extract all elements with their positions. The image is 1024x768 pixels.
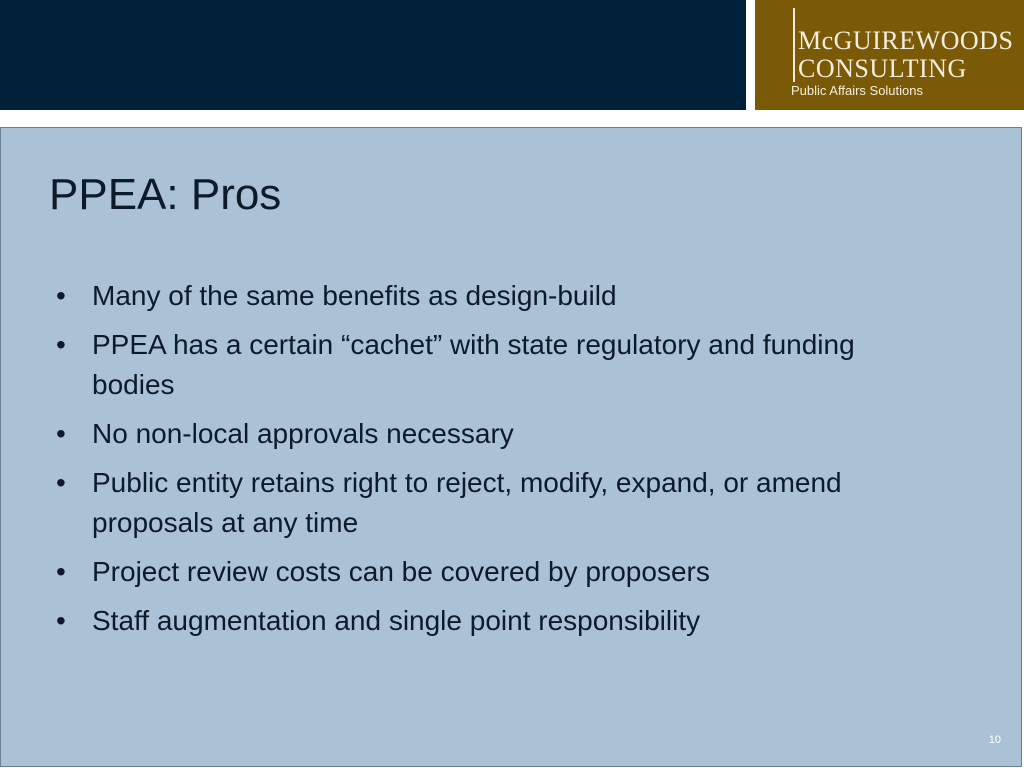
bullet-text: Staff augmentation and single point responsibility bbox=[92, 605, 701, 636]
bullet-text: PPEA has a certain “cachet” with state regulatory and funding bodies bbox=[92, 329, 855, 400]
bullet-text: Many of the same benefits as design-build bbox=[92, 280, 617, 311]
logo-divider bbox=[793, 8, 795, 82]
bullet-text: Project review costs can be covered by proposers bbox=[92, 556, 710, 587]
bullet-item bbox=[56, 276, 936, 316]
bullet-marker: • bbox=[56, 556, 66, 587]
bullet-marker: • bbox=[56, 418, 66, 449]
header-bar bbox=[0, 0, 746, 110]
company-logo bbox=[755, 0, 1024, 110]
bullet-item bbox=[56, 601, 936, 641]
logo-tagline: Public Affairs Solutions bbox=[791, 83, 923, 98]
bullet-item bbox=[56, 463, 936, 543]
bullet-marker: • bbox=[56, 605, 66, 636]
bullet-item bbox=[56, 325, 936, 405]
bullet-marker: • bbox=[56, 329, 66, 360]
page-number: 10 bbox=[988, 734, 1001, 746]
bullet-list bbox=[56, 276, 936, 650]
bullet-marker: • bbox=[56, 280, 66, 311]
logo-name-line1: McGUIREWOODS bbox=[798, 26, 1014, 55]
bullet-item bbox=[56, 552, 936, 592]
bullet-marker: • bbox=[56, 467, 66, 498]
bullet-text: No non-local approvals necessary bbox=[92, 418, 514, 449]
logo-name-line2: CONSULTING bbox=[798, 54, 967, 83]
bullet-item bbox=[56, 414, 936, 454]
bullet-text: Public entity retains right to reject, modify, expand, or amend proposals at any time bbox=[92, 467, 842, 538]
slide-title: PPEA: Pros bbox=[49, 170, 282, 219]
